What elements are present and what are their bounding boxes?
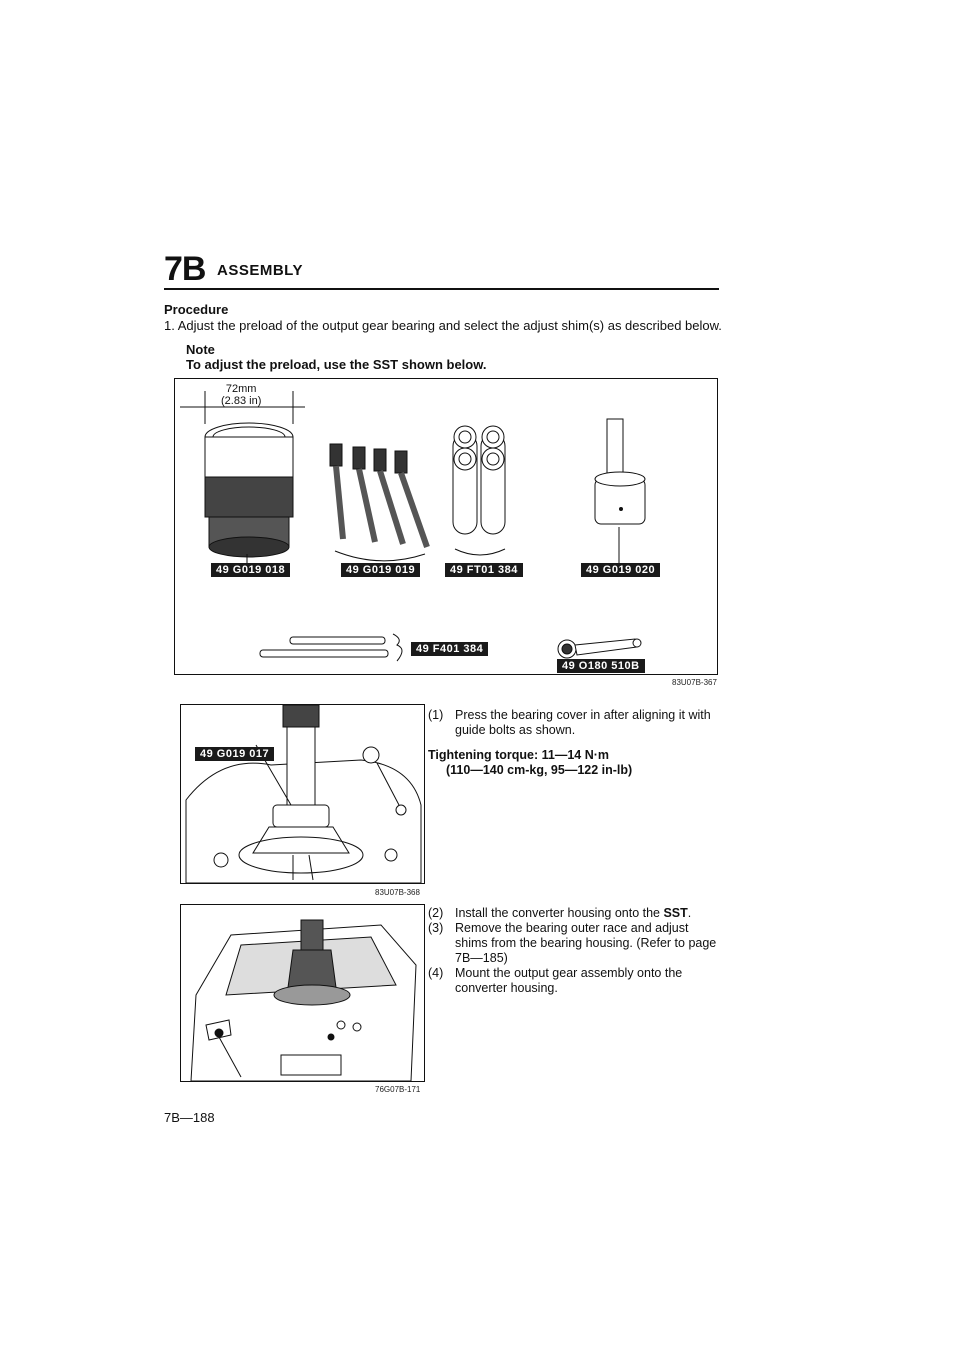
tool-label-wrench: 49 O180 510B [557,659,645,673]
pipes-drawing [453,426,505,555]
step-1-block [428,708,724,778]
torque-line-2: (110—140 cm-kg, 95—122 in-lb) [446,763,633,777]
step-2-text-a: Install the converter housing onto the [455,906,664,920]
tool-label-installer: 49 G019 020 [581,563,660,577]
wrench-drawing [558,639,641,658]
step-4-number: (4) [428,966,444,980]
converter-housing-drawing [181,905,426,1083]
bearing-cover-figure [180,704,425,884]
note-heading: Note [186,342,215,357]
header-divider [164,288,719,290]
dimension-in: (2.83 in) [221,395,262,407]
dimension-mm: 72mm [225,383,257,395]
section-number: 7B [164,250,206,288]
rods-drawing [260,634,402,661]
procedure-step-1: 1. Adjust the preload of the output gear bearing and select the adjust shim(s) as described below. [164,318,722,333]
step-1 [428,708,724,738]
step-3 [428,921,724,966]
step-1-text: Press the bearing cover in after aligning it with guide bolts as shown. [455,708,711,737]
note-body: To adjust the preload, use the SST shown below. [186,357,487,372]
installer-drawing [595,419,645,564]
step-3-number: (3) [428,921,444,935]
torque-line-1: Tightening torque: 11—14 N·m [428,748,610,762]
sst-tools-figure [174,378,718,675]
tool-label-guide-bolts: 49 G019 019 [341,563,420,577]
steps-2-4-block [428,906,724,996]
figure-1-code: 83U07B-367 [672,678,717,687]
figure-3-code: 76G07B-171 [375,1085,421,1094]
page-number: 7B—188 [164,1110,215,1125]
step-3-text: Remove the bearing outer race and adjust shims from the bearing housing. (Refer to page 7B—185) [455,921,717,965]
ring-tool-drawing [205,423,293,564]
step-2 [428,906,724,921]
tool-label-rods: 49 F401 384 [411,642,488,656]
bearing-cover-drawing [181,705,426,885]
section-title: ASSEMBLY [217,262,303,279]
dimension-label [221,383,261,407]
tool-label-pipes: 49 FT01 384 [445,563,523,577]
step-4 [428,966,724,996]
procedure-heading: Procedure [164,302,229,317]
sst-tools-drawing [175,379,719,676]
converter-housing-figure [180,904,425,1082]
step-2-number: (2) [428,906,444,920]
figure-2-code: 83U07B-368 [375,888,420,897]
tool-label-ring: 49 G019 018 [211,563,290,577]
step-2-sst: SST [663,906,688,920]
step-1-number: (1) [428,708,444,722]
tool-label-bearing-cover: 49 G019 017 [195,747,274,761]
guide-bolts-drawing [330,444,427,561]
step-4-text: Mount the output gear assembly onto the converter housing. [455,966,683,995]
step-2-text-c: . [687,906,692,920]
